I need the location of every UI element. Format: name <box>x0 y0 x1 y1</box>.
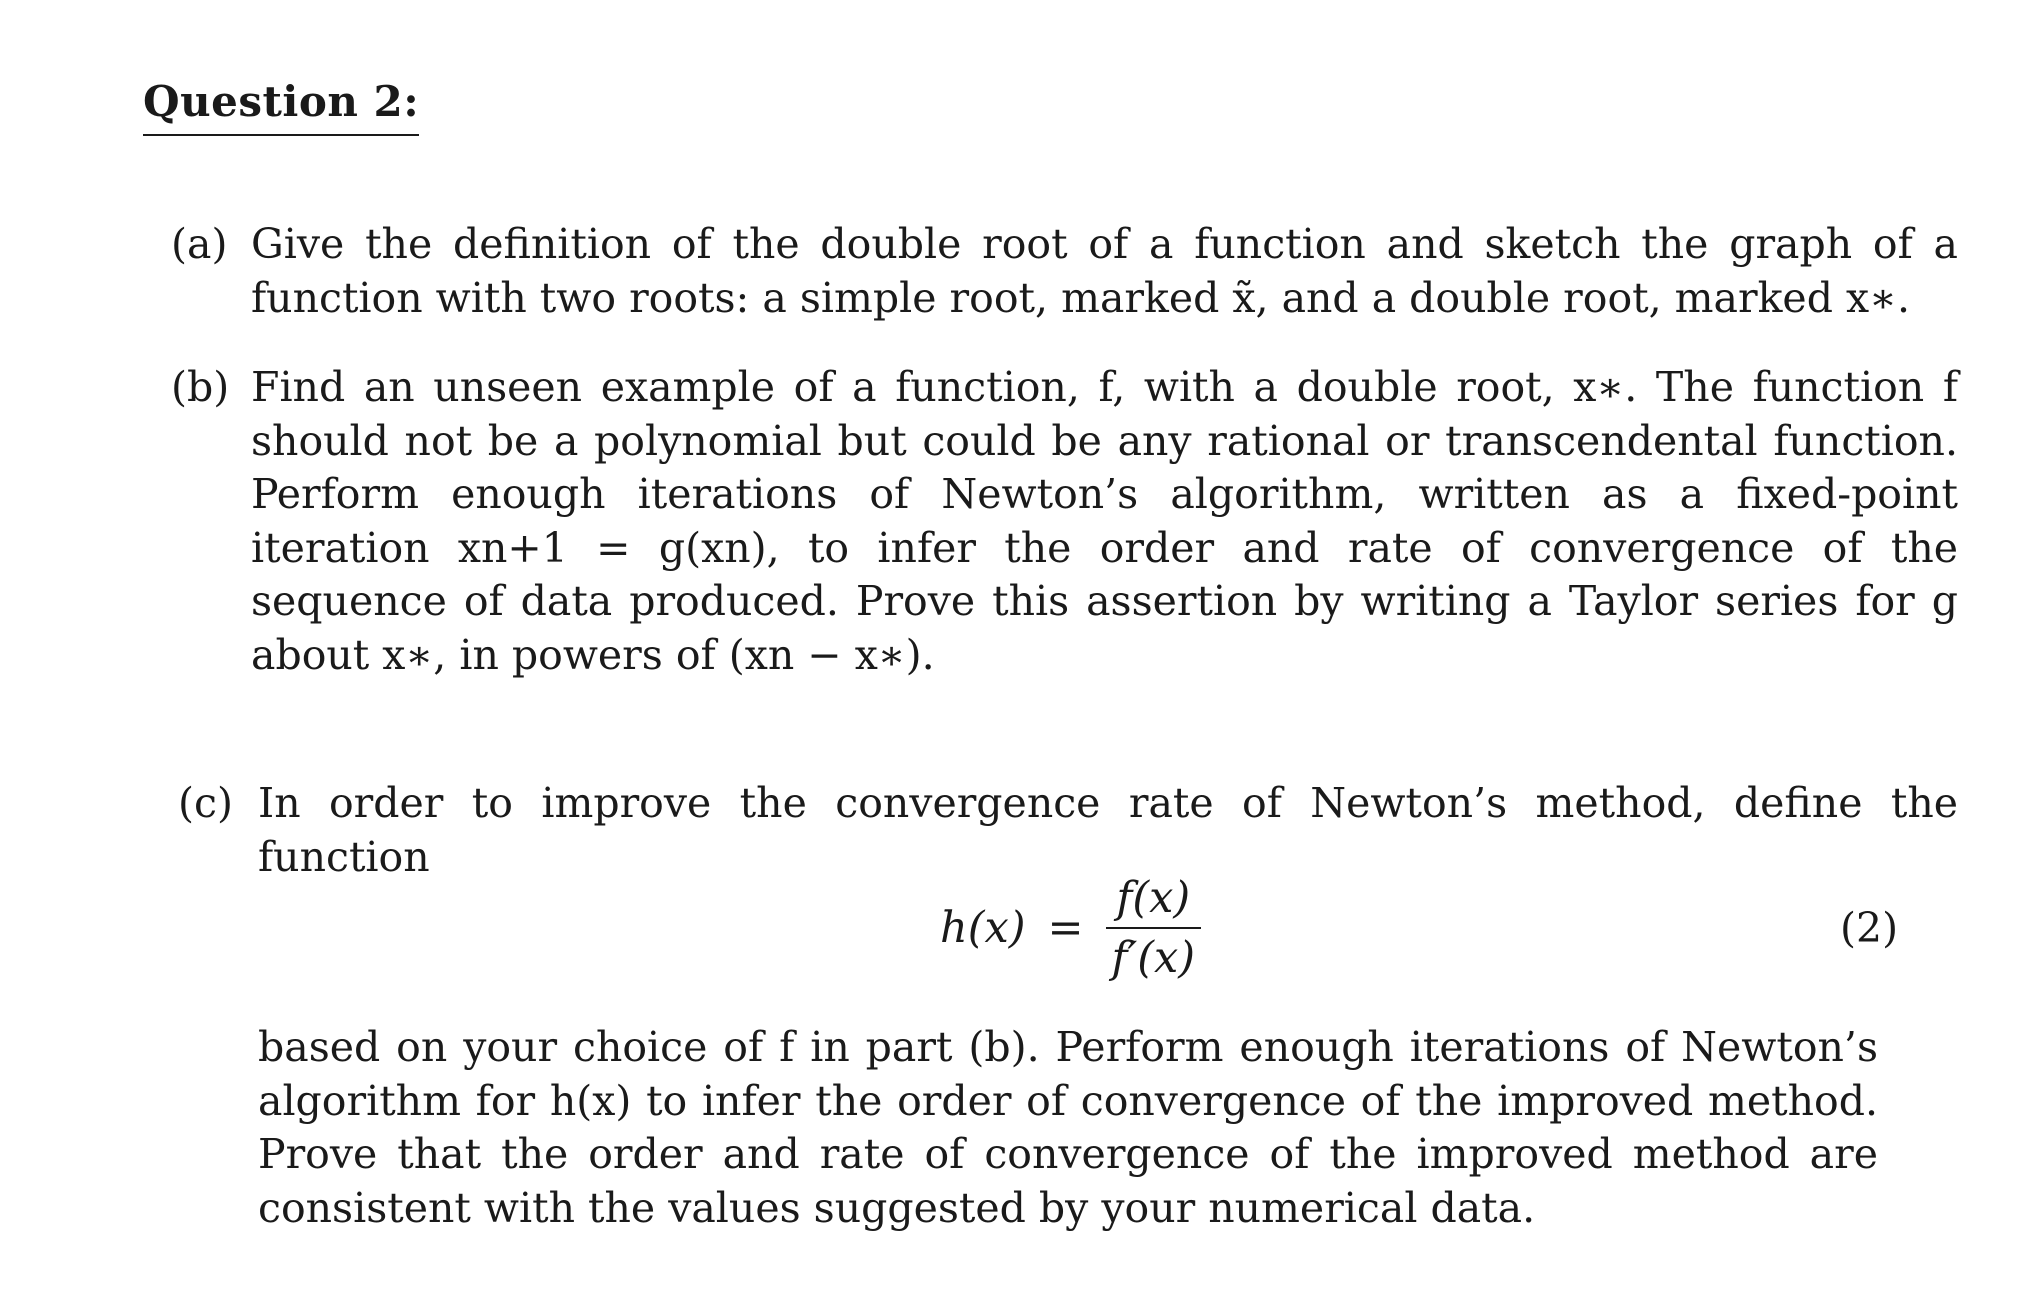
equation-fraction <box>1106 871 1201 985</box>
equation-lhs: h(x) <box>940 903 1026 953</box>
part-b-text: Find an unseen example of a function, f, with a double root, x∗. The function f should not be a polynomial but could be any rational or transcendental function. Perform enough iterations of Newton’s algorithm, written as a fixed-point iteration xn+1 = g(xn), to infer the order and rate of convergence of the sequence of data produced. Prove this assertion by writing a Taylor series for g about x∗, in powers of (xn − x∗). <box>251 363 1958 679</box>
question-heading: Question 2: <box>143 72 419 136</box>
equation-numerator: f(x) <box>1116 873 1191 923</box>
equation-equals: = <box>1047 903 1084 953</box>
fraction-bar <box>1106 927 1201 929</box>
part-c-label: (c) <box>178 779 233 827</box>
equation-denominator: f′(x) <box>1111 933 1196 983</box>
part-a-text: Give the definition of the double root of a function and sketch the graph of a function with two roots: a simple root, marked x̃, and a double root, marked x∗. <box>251 220 1958 322</box>
equation-number: (2) <box>1840 904 1899 952</box>
equation-h <box>940 868 1201 988</box>
part-c-continuation: based on your choice of f in part (b). Perform enough iterations of Newton’s algorithm for h(x) to infer the order of convergence of the improved method. Prove that the order and rate of convergence of the improved method are consistent with the values suggested by your numerical data. <box>258 1023 1878 1232</box>
part-c-intro: In order to improve the convergence rate of Newton’s method, define the function <box>258 779 1958 881</box>
part-b-label: (b) <box>171 363 230 411</box>
part-a-label: (a) <box>171 220 228 268</box>
